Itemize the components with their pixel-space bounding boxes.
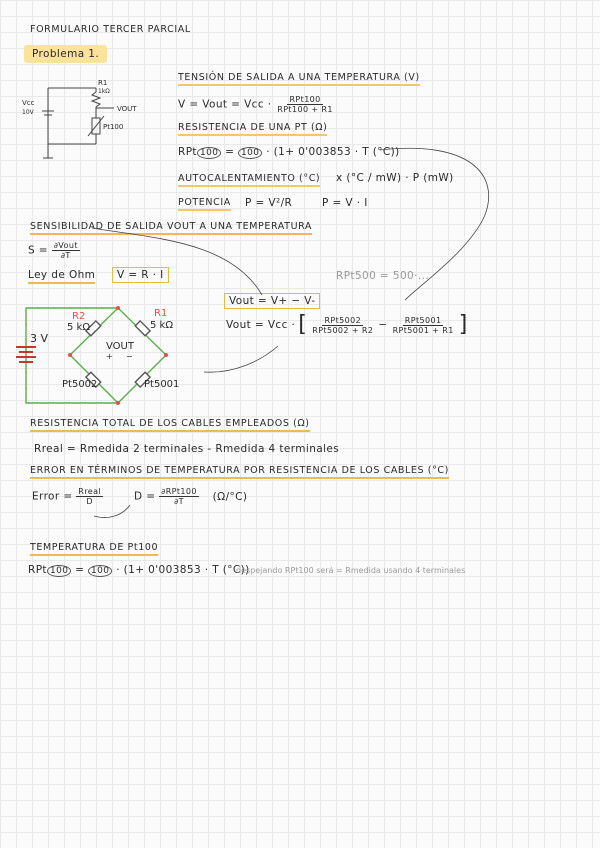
error-fraction [76,487,103,506]
d-formula [134,487,247,506]
sensibilidad-lhs: S = [28,244,49,257]
d-lhs: D = [134,490,156,503]
cables-formula: Rreal = Rmedida 2 terminales - Rmedida 4 terminales [34,443,340,455]
d-units: (Ω/°C) [212,490,248,503]
temp-heading: TEMPERATURA DE Pt100 [30,542,158,556]
ohm-label: Ley de Ohm [28,269,95,284]
sensibilidad-denominator: ∂T [60,251,71,260]
bridge-minus-sign: − [126,352,133,361]
vcc-label: Vcc [22,99,35,107]
ohm-formula: V = R · I [112,267,169,283]
potencia-formula-1: P = V²/R [245,197,293,209]
vout-label: VOUT [117,105,137,113]
r1-label: R1 [98,79,108,87]
tension-numerator: RPt100 [289,95,321,104]
r2-value: 5 kΩ [67,322,90,333]
resistencia-lhs: RPt [178,146,197,158]
temp-coef: 100 [88,565,112,577]
resistencia-heading: RESISTENCIA DE UNA PT (Ω) [178,122,327,136]
problem-label: Problema 1. [24,45,107,63]
autocal-formula: x (°C / mW) · P (mW) [336,172,454,184]
temp-formula [28,564,250,577]
close-bracket: ] [458,312,468,337]
temp-lhs: RPt [28,564,47,576]
sensibilidad-heading: SENSIBILIDAD DE SALIDA VOUT A UNA TEMPERATURA [30,221,312,235]
bridge-numerator-1: RPt5002 [324,315,362,325]
r1-value: 1kΩ [98,88,110,95]
d-fraction [159,487,199,506]
battery-label: 3 V [30,332,49,345]
tension-heading: TENSIÓN DE SALIDA A UNA TEMPERATURA (V) [178,72,420,86]
temp-sub: 100 [47,565,71,577]
potencia-heading: POTENCIA [178,197,231,211]
pt5002-label: Pt5002 [62,379,98,390]
autocal-heading: AUTOCALENTAMIENTO (°C) [178,173,320,187]
bridge-plus: + [106,352,113,361]
r1-bridge-value: 5 kΩ [150,320,173,331]
resistencia-coef: 100 [238,147,262,159]
vcc-value: 10V [22,109,34,116]
bridge-vout-label: VOUT [106,341,134,352]
bridge-numerator-2: RPt5001 [404,315,442,325]
bridge-denominator-2: RPt5001 + R1 [392,325,454,335]
open-bracket: [ [298,312,308,337]
d-denominator: ∂T [174,497,184,506]
potencia-formula-2: P = V · I [322,197,368,209]
tension-denominator: RPt100 + R1 [277,105,333,114]
temp-rest: · (1+ 0'003853 · T (°C)) [116,564,250,576]
pt5001-label: Pt5001 [144,379,180,390]
error-heading: ERROR EN TÉRMINOS DE TEMPERATURA POR RESISTENCIA DE LOS CABLES (°C) [30,465,449,479]
resistencia-rest: · (1+ 0'003853 · T (°C)) [266,146,400,158]
tension-lhs: V = Vout = Vcc · [178,98,272,111]
error-lhs: Error = [32,490,73,503]
error-denominator: D [86,497,93,506]
resistencia-sub: 100 [197,147,221,159]
error-numerator: Rreal [78,487,101,496]
sensibilidad-numerator: ∂Vout [53,241,78,250]
r2-label: R2 [72,311,86,322]
resistencia-eq: = [225,146,235,158]
rpt500-note: RPt500 = 500·... [336,270,430,282]
pt100-label: Pt100 [103,123,124,131]
d-numerator: ∂RPt100 [161,487,197,496]
cables-heading: RESISTENCIA TOTAL DE LOS CABLES EMPLEADOS (Ω) [30,418,310,432]
r1-bridge-label: R1 [154,308,168,319]
error-formula [32,487,103,506]
vout-bridge-lhs: Vout = Vcc · [226,319,296,331]
bridge-denominator-1: RPt5002 + R2 [312,325,374,335]
vout-diff-formula: Vout = V+ − V- [224,293,320,309]
bridge-minus: − [378,319,388,331]
temp-note: despejando RPt100 será = Rmedida usando 4 terminales [236,566,466,575]
temp-eq: = [75,564,85,576]
page-title: FORMULARIO TERCER PARCIAL [30,24,191,35]
